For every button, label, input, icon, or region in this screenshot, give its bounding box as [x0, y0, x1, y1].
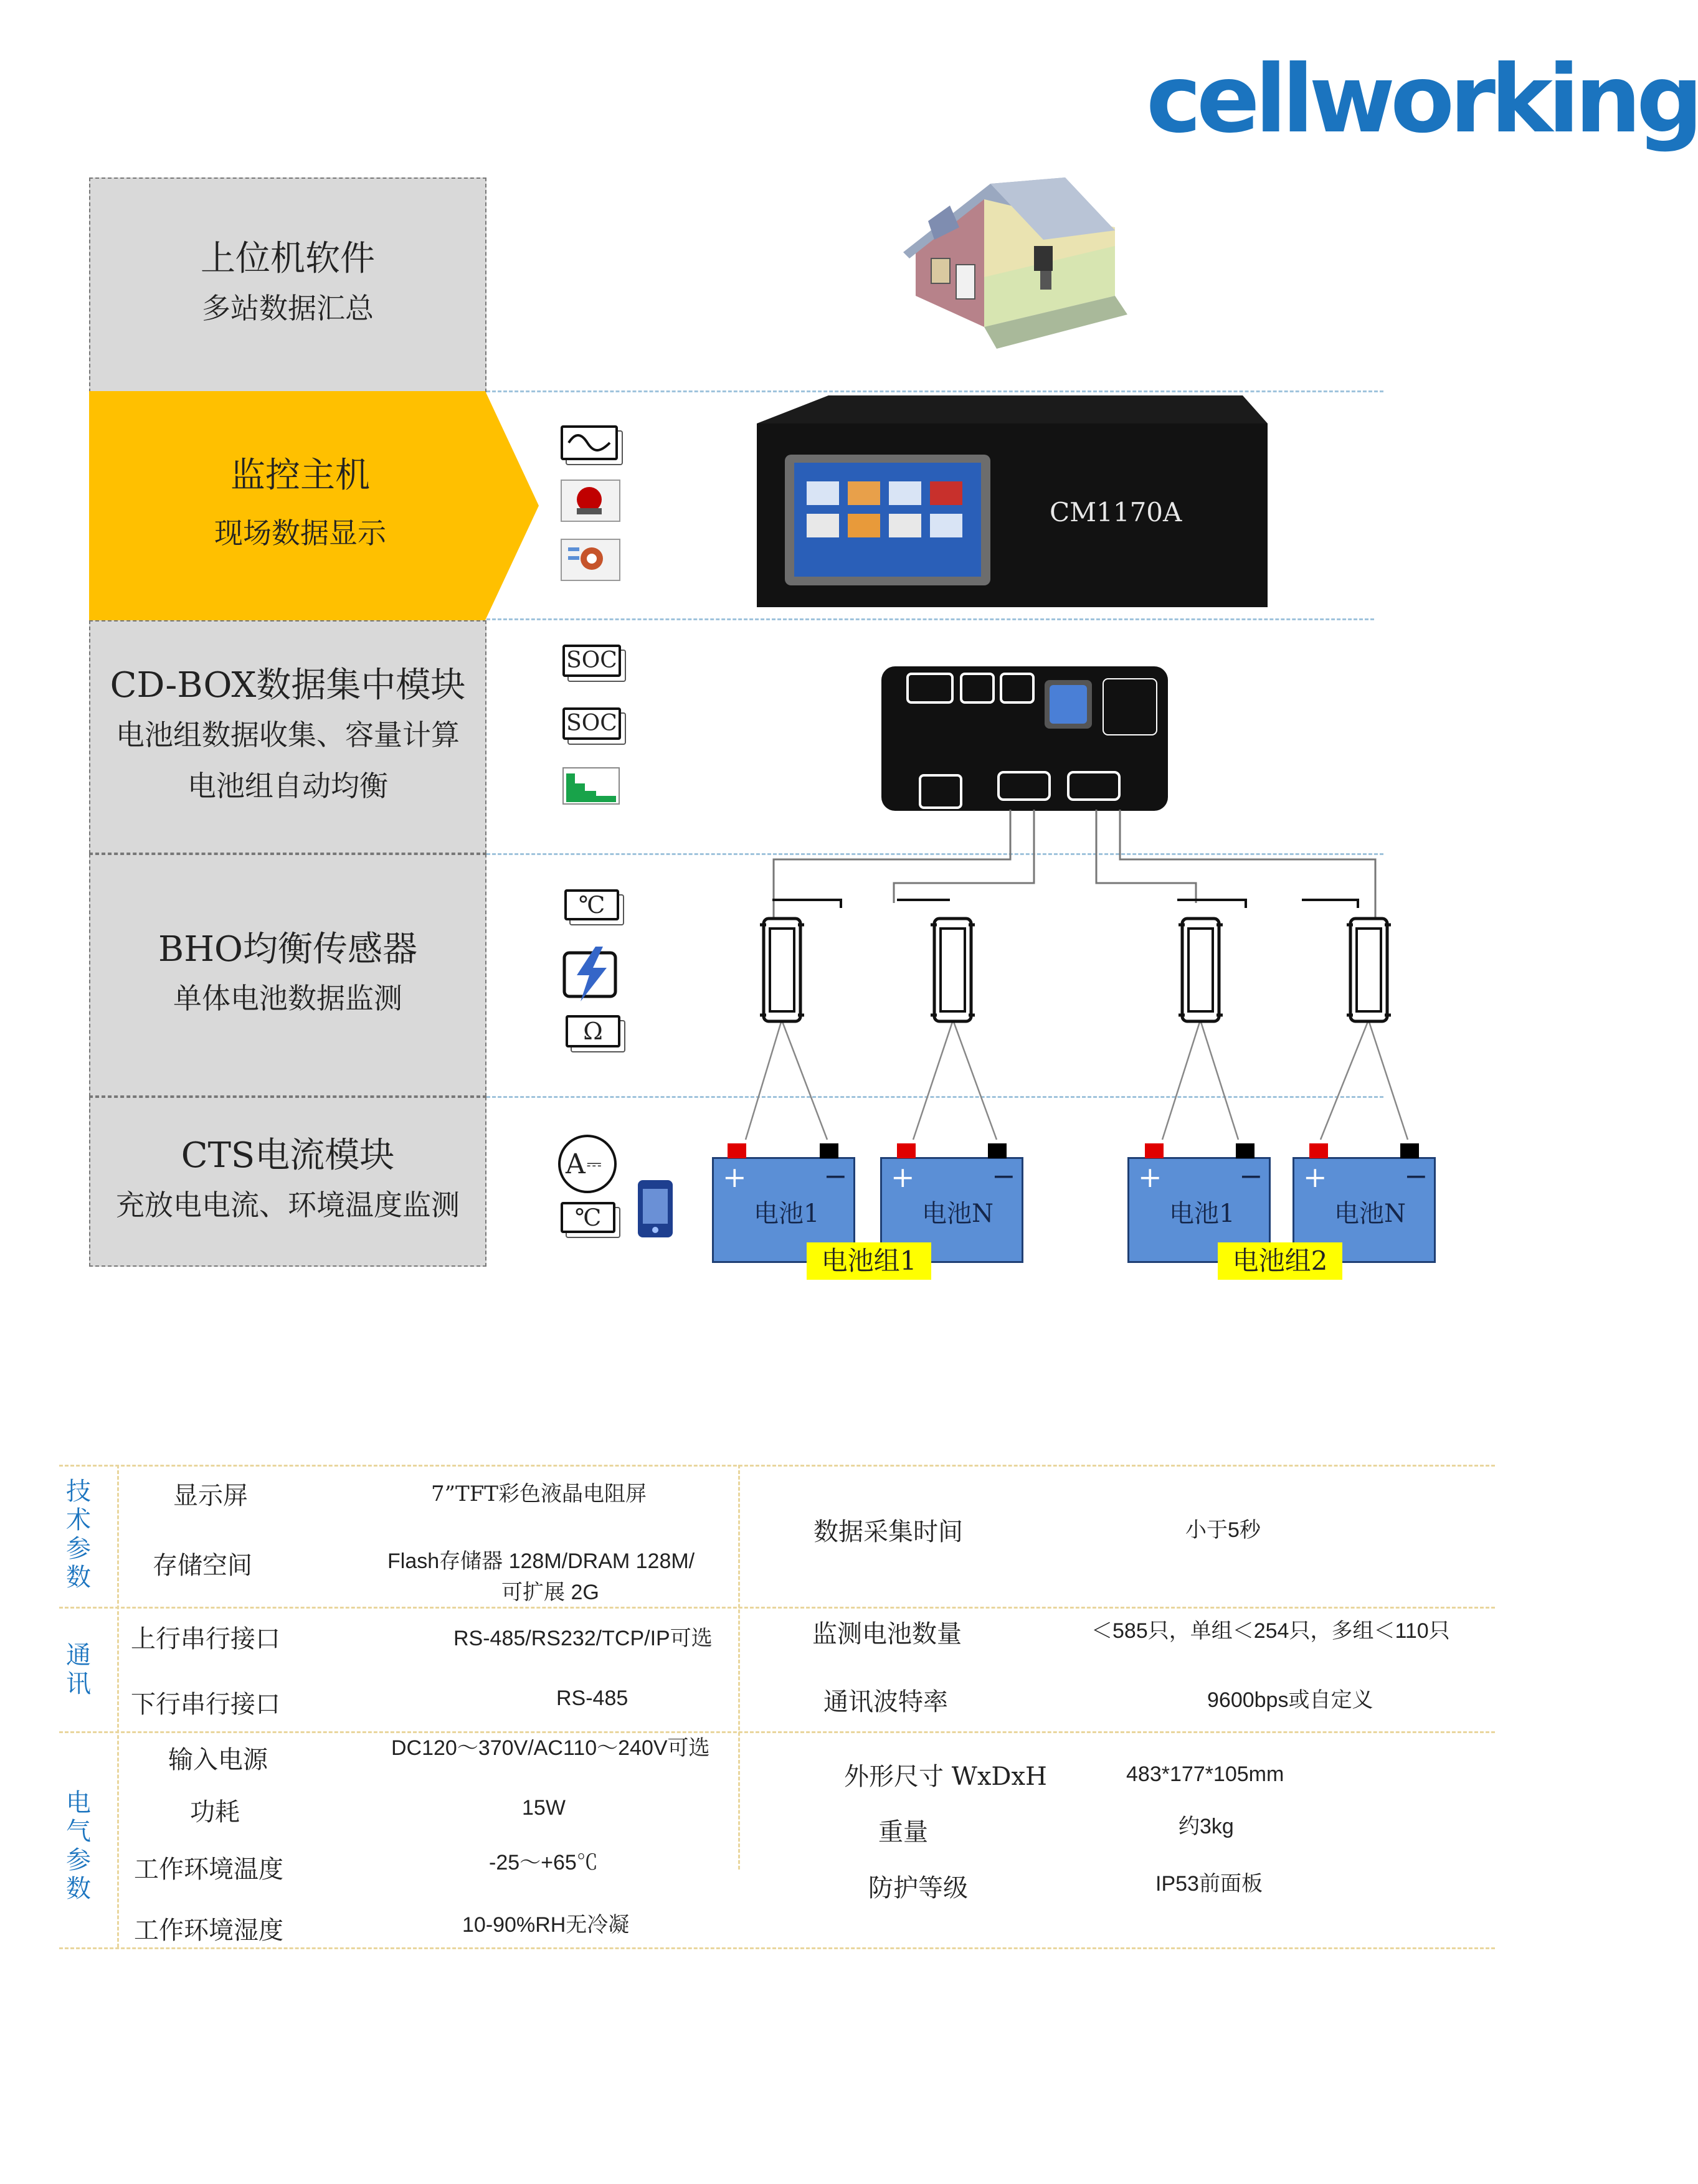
plus-sign: + [723, 1160, 747, 1194]
brand-logo: cellworking [1146, 45, 1698, 154]
current-label: A [566, 1148, 586, 1180]
monitor-host-screen [794, 463, 981, 577]
bho-sensor [1177, 919, 1224, 1021]
spec-value: 9600bps或自定义 [1207, 1688, 1373, 1712]
spec-name: 监测电池数量 [812, 1620, 962, 1648]
house-illustration [891, 171, 1134, 358]
table-rule [59, 1465, 1495, 1467]
layer-line: 多站数据汇总 [202, 291, 374, 325]
layer-cts [89, 1097, 486, 1267]
waveform-icon [561, 425, 618, 460]
spec-name: 工作环境温度 [134, 1855, 283, 1884]
spec-value: IP53前面板 [1155, 1872, 1263, 1896]
alarm-light-icon [561, 480, 620, 522]
battery-label: 电池1 [754, 1199, 820, 1228]
spec-value: 约3kg [1179, 1815, 1234, 1838]
minus-sign: − [823, 1159, 848, 1193]
spec-name: 通讯波特率 [823, 1688, 948, 1716]
minus-sign: − [992, 1159, 1016, 1193]
screen-tile-icon [848, 481, 880, 505]
layer-title: BHO均衡传感器 [158, 929, 417, 970]
soc-icon [562, 707, 621, 740]
spec-name: 存储空间 [153, 1551, 252, 1580]
minus-sign: − [1239, 1159, 1263, 1193]
table-rule [738, 1465, 740, 1870]
table-rule [59, 1947, 1495, 1949]
plus-sign: + [891, 1160, 915, 1194]
plus-sign: + [1303, 1160, 1327, 1194]
resistance-icon [566, 1015, 620, 1047]
screen-tile-icon [807, 514, 839, 537]
resistance-label: Ω [583, 1018, 603, 1045]
spec-value: Flash存储器 128M/DRAM 128M/ [387, 1549, 695, 1573]
spec-value: RS-485 [556, 1686, 628, 1710]
table-rule [59, 1607, 1495, 1609]
bho-sensor [929, 919, 976, 1021]
screen-tile-icon [889, 514, 921, 537]
screen-tile-icon [848, 514, 880, 537]
battery-terminal-negative [820, 1143, 838, 1158]
separator [486, 618, 1374, 620]
lightning-icon [562, 947, 623, 1001]
battery-group-label: 电池组2 [1218, 1242, 1342, 1280]
spec-value: 10-90%RH无冷凝 [462, 1913, 630, 1937]
layer-title: 上位机软件 [201, 239, 375, 280]
bho-sensor [1345, 919, 1392, 1021]
spec-name: 上行串行接口 [131, 1625, 280, 1653]
spec-value: 15W [522, 1796, 566, 1820]
screen-tile-icon [930, 514, 962, 537]
plus-sign: + [1138, 1160, 1162, 1194]
table-rule [117, 1465, 119, 1947]
spec-name: 外形尺寸 WxDxH [844, 1762, 1047, 1791]
minus-sign: − [1404, 1159, 1428, 1193]
spec-value: 7”TFT彩色液晶电阻屏 [431, 1482, 647, 1506]
temperature-label: ℃ [578, 891, 605, 919]
layer-upper-software [89, 177, 486, 392]
battery-label: 电池N [922, 1199, 994, 1228]
table-rule [59, 1731, 1495, 1733]
spec-name: 显示屏 [173, 1482, 248, 1510]
screen-tile-icon [807, 481, 839, 505]
temperature-label: ℃ [574, 1204, 602, 1231]
spec-value: DC120～370V/AC110～240V可选 [391, 1736, 710, 1760]
spec-value: 小于5秒 [1185, 1518, 1261, 1542]
battery-terminal-positive [728, 1143, 746, 1158]
temperature-icon [561, 1202, 615, 1233]
spec-category: 通讯 [66, 1641, 91, 1698]
layer-line: 充放电电流、环境温度监测 [116, 1188, 460, 1222]
spec-value: 可扩展 2G [501, 1581, 599, 1604]
spec-name: 工作环境湿度 [134, 1916, 283, 1945]
bho-sensor [759, 919, 805, 1021]
bar-chart-icon [562, 767, 624, 807]
layer-title: CD-BOX数据集中模块 [110, 664, 466, 706]
spec-name: 功耗 [190, 1798, 240, 1827]
spec-value: 483*177*105mm [1126, 1762, 1284, 1786]
screen-tile-icon [889, 481, 921, 505]
battery-terminal-negative [1236, 1143, 1255, 1158]
cdbox-device [881, 666, 1168, 811]
layer-cdbox [89, 620, 486, 854]
battery-terminal-positive [897, 1143, 916, 1158]
screen-tile-icon [930, 481, 962, 505]
spec-name: 数据采集时间 [813, 1518, 963, 1546]
soc-label: SOC [566, 711, 617, 736]
spec-value: ＜585只，单组＜254只，多组＜110只 [1091, 1619, 1450, 1643]
temperature-icon [564, 889, 619, 920]
battery-label: 电池N [1334, 1199, 1406, 1228]
layer-line: 单体电池数据监测 [173, 981, 402, 1016]
battery-label: 电池1 [1169, 1199, 1235, 1228]
layer-line: 电池组数据收集、容量计算 [116, 717, 460, 752]
battery-terminal-positive [1145, 1143, 1164, 1158]
layer-monitor-host [89, 391, 511, 620]
layer-line: 现场数据显示 [214, 516, 386, 551]
spec-name: 输入电源 [168, 1746, 268, 1774]
spec-category: 电气参数 [66, 1789, 91, 1903]
separator [486, 390, 1383, 392]
battery-group-label: 电池组1 [807, 1242, 931, 1280]
current-meter-icon: A ⎓ [558, 1135, 617, 1193]
battery-terminal-positive [1309, 1143, 1328, 1158]
soc-icon [562, 645, 621, 677]
settings-panel-icon [561, 539, 620, 581]
layer-title: CTS电流模块 [181, 1135, 395, 1176]
wiring-diagram [704, 810, 1389, 1158]
cts-module-icon [635, 1180, 675, 1237]
battery-terminal-negative [1400, 1143, 1419, 1158]
monitor-host-model: CM1170A [1050, 497, 1182, 527]
soc-label: SOC [566, 648, 617, 673]
spec-name: 重量 [878, 1818, 928, 1846]
spec-value: -25～+65℃ [489, 1851, 598, 1874]
spec-name: 防护等级 [868, 1874, 968, 1903]
layer-bho [89, 854, 486, 1097]
spec-value: RS-485/RS232/TCP/IP可选 [453, 1627, 713, 1650]
layer-line: 电池组自动均衡 [187, 769, 388, 803]
spec-name: 下行串行接口 [131, 1690, 280, 1719]
layer-title: 监控主机 [230, 455, 370, 496]
spec-category: 技术参数 [66, 1477, 91, 1592]
battery-terminal-negative [988, 1143, 1007, 1158]
